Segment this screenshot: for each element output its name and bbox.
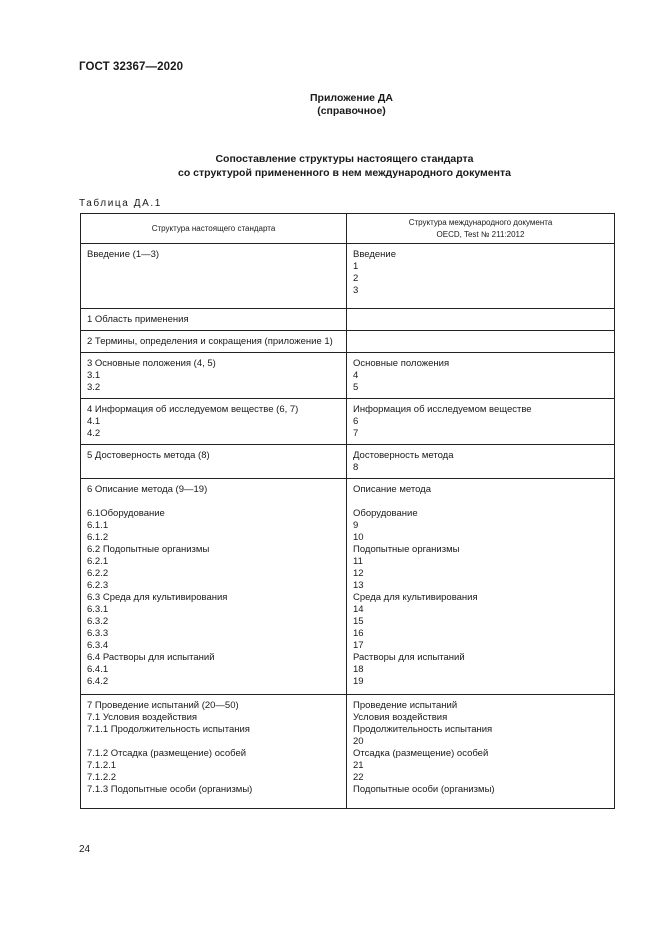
cell-line: 6.3 Среда для культивирования bbox=[87, 592, 228, 603]
header-right bbox=[347, 214, 615, 244]
cell-line: 6.4.1 bbox=[87, 664, 109, 675]
cell-line: Растворы для испытаний bbox=[353, 652, 465, 663]
cell-line: 16 bbox=[353, 628, 364, 639]
table-row bbox=[81, 353, 615, 399]
table-cell-right bbox=[347, 309, 615, 331]
cell-line: 7.1 Условия воздействия bbox=[87, 712, 198, 723]
cell-line: Информация об исследуемом веществе bbox=[353, 404, 532, 415]
cell-line bbox=[87, 496, 340, 508]
section-title-line-1: Сопоставление структуры настоящего стандарта bbox=[215, 153, 474, 165]
appendix-title: Приложение ДА bbox=[310, 92, 393, 104]
cell-line: Оборудование bbox=[353, 508, 418, 519]
cell-line: 7 bbox=[353, 428, 359, 439]
cell-line: Среда для культивирования bbox=[353, 592, 478, 603]
cell-line bbox=[353, 496, 608, 508]
cell-line bbox=[353, 336, 608, 348]
cell-line: 20 bbox=[353, 736, 364, 747]
cell-line: Условия воздействия bbox=[353, 712, 448, 723]
cell-line: 3 Основные положения (4, 5) bbox=[87, 358, 216, 369]
table-cell-right bbox=[347, 331, 615, 353]
cell-line: 7.1.2 Отсадка (размещение) особей bbox=[87, 748, 247, 759]
table-header-row bbox=[81, 214, 615, 244]
cell-line: 13 bbox=[353, 580, 364, 591]
cell-line: 14 bbox=[353, 604, 364, 615]
cell-line: 6 bbox=[353, 416, 359, 427]
cell-line: Проведение испытаний bbox=[353, 700, 458, 711]
cell-line: 6.1.1 bbox=[87, 520, 109, 531]
table-cell-left bbox=[81, 353, 347, 399]
cell-line: 19 bbox=[353, 676, 364, 687]
cell-line: 17 bbox=[353, 640, 364, 651]
cell-line: 15 bbox=[353, 616, 364, 627]
table-cell-left bbox=[81, 479, 347, 695]
cell-line: Отсадка (размещение) особей bbox=[353, 748, 489, 759]
cell-line: 6.1.2 bbox=[87, 532, 109, 543]
appendix-subtitle: (справочное) bbox=[317, 105, 386, 117]
table-row bbox=[81, 479, 615, 695]
section-title bbox=[0, 152, 661, 180]
cell-line: 5 bbox=[353, 382, 359, 393]
header-left-label: Структура настоящего стандарта bbox=[151, 224, 276, 233]
cell-line: 7.1.2.2 bbox=[87, 772, 117, 783]
header-left bbox=[81, 214, 347, 244]
cell-line: 5 Достоверность метода (8) bbox=[87, 450, 210, 461]
cell-line: Подопытные особи (организмы) bbox=[353, 784, 495, 795]
cell-line: 3.1 bbox=[87, 370, 101, 381]
comparison-table bbox=[80, 213, 615, 809]
section-title-line-2: со структурой примененного в нем международного документа bbox=[178, 167, 511, 179]
cell-line: 6.3.3 bbox=[87, 628, 109, 639]
cell-line: 7 Проведение испытаний (20—50) bbox=[87, 700, 239, 711]
cell-line: Введение bbox=[353, 249, 397, 260]
document-code: ГОСТ 32367—2020 bbox=[79, 61, 184, 73]
cell-line bbox=[353, 314, 608, 326]
cell-line bbox=[87, 462, 340, 474]
cell-line: 9 bbox=[353, 520, 359, 531]
appendix-heading bbox=[0, 92, 661, 118]
cell-line: 11 bbox=[353, 556, 363, 567]
table-row bbox=[81, 309, 615, 331]
table-body bbox=[81, 244, 615, 809]
cell-line bbox=[87, 273, 340, 285]
cell-line: 6.1Оборудование bbox=[87, 508, 165, 519]
header-right-line-2: OECD, Test № 211:2012 bbox=[436, 229, 525, 239]
table-cell-left bbox=[81, 244, 347, 309]
cell-line: 22 bbox=[353, 772, 364, 783]
cell-line: 7.1.3 Подопытные особи (организмы) bbox=[87, 784, 253, 795]
table-cell-left bbox=[81, 695, 347, 809]
table-cell-right bbox=[347, 445, 615, 479]
cell-line: 4 Информация об исследуемом веществе (6, 7) bbox=[87, 404, 299, 415]
table-cell-right bbox=[347, 695, 615, 809]
table-cell-left bbox=[81, 399, 347, 445]
cell-line: 6 Описание метода (9—19) bbox=[87, 484, 208, 495]
cell-line: 18 bbox=[353, 664, 364, 675]
table-row bbox=[81, 399, 615, 445]
cell-line: 3 bbox=[353, 285, 359, 296]
cell-line: 6.3.1 bbox=[87, 604, 109, 615]
table-cell-right bbox=[347, 244, 615, 309]
cell-line: Достоверность метода bbox=[353, 450, 454, 461]
cell-line: 8 bbox=[353, 462, 359, 473]
cell-line: 6.3.4 bbox=[87, 640, 109, 651]
cell-line: 1 Область применения bbox=[87, 314, 189, 325]
cell-line: 7.1.2.1 bbox=[87, 760, 117, 771]
table-cell-left bbox=[81, 331, 347, 353]
table-cell-right bbox=[347, 399, 615, 445]
cell-line: 6.2.3 bbox=[87, 580, 109, 591]
cell-line: 6.4.2 bbox=[87, 676, 109, 687]
cell-line: 7.1.1 Продолжительность испытания bbox=[87, 724, 250, 735]
cell-line: 1 bbox=[353, 261, 359, 272]
table-row bbox=[81, 445, 615, 479]
table-cell-left bbox=[81, 445, 347, 479]
cell-line: 6.2 Подопытные организмы bbox=[87, 544, 210, 555]
cell-line: 3.2 bbox=[87, 382, 101, 393]
cell-line: 6.3.2 bbox=[87, 616, 109, 627]
cell-line: 10 bbox=[353, 532, 364, 543]
cell-line: Основные положения bbox=[353, 358, 450, 369]
cell-line bbox=[87, 285, 340, 297]
cell-line: Продолжительность испытания bbox=[353, 724, 493, 735]
cell-line bbox=[87, 261, 340, 273]
cell-line: 4 bbox=[353, 370, 359, 381]
cell-line: 6.2.2 bbox=[87, 568, 109, 579]
cell-line: Описание метода bbox=[353, 484, 431, 495]
cell-line: 4.2 bbox=[87, 428, 101, 439]
table-cell-right bbox=[347, 353, 615, 399]
page-number: 24 bbox=[79, 844, 91, 855]
cell-line: 6.4 Растворы для испытаний bbox=[87, 652, 215, 663]
cell-line: 2 Термины, определения и сокращения (приложение 1) bbox=[87, 336, 333, 347]
table-row bbox=[81, 331, 615, 353]
cell-line: 4.1 bbox=[87, 416, 101, 427]
table-cell-left bbox=[81, 309, 347, 331]
header-right-line-1: Структура международного документа bbox=[408, 217, 553, 227]
cell-line: Введение (1—3) bbox=[87, 249, 160, 260]
table-row bbox=[81, 695, 615, 809]
cell-line: 6.2.1 bbox=[87, 556, 109, 567]
cell-line: Подопытные организмы bbox=[353, 544, 460, 555]
cell-line: 21 bbox=[353, 760, 364, 771]
cell-line: 2 bbox=[353, 273, 359, 284]
table-row bbox=[81, 244, 615, 309]
cell-line: 12 bbox=[353, 568, 364, 579]
cell-line bbox=[87, 736, 340, 748]
table-cell-right bbox=[347, 479, 615, 695]
table-caption: Таблица ДА.1 bbox=[79, 198, 162, 209]
